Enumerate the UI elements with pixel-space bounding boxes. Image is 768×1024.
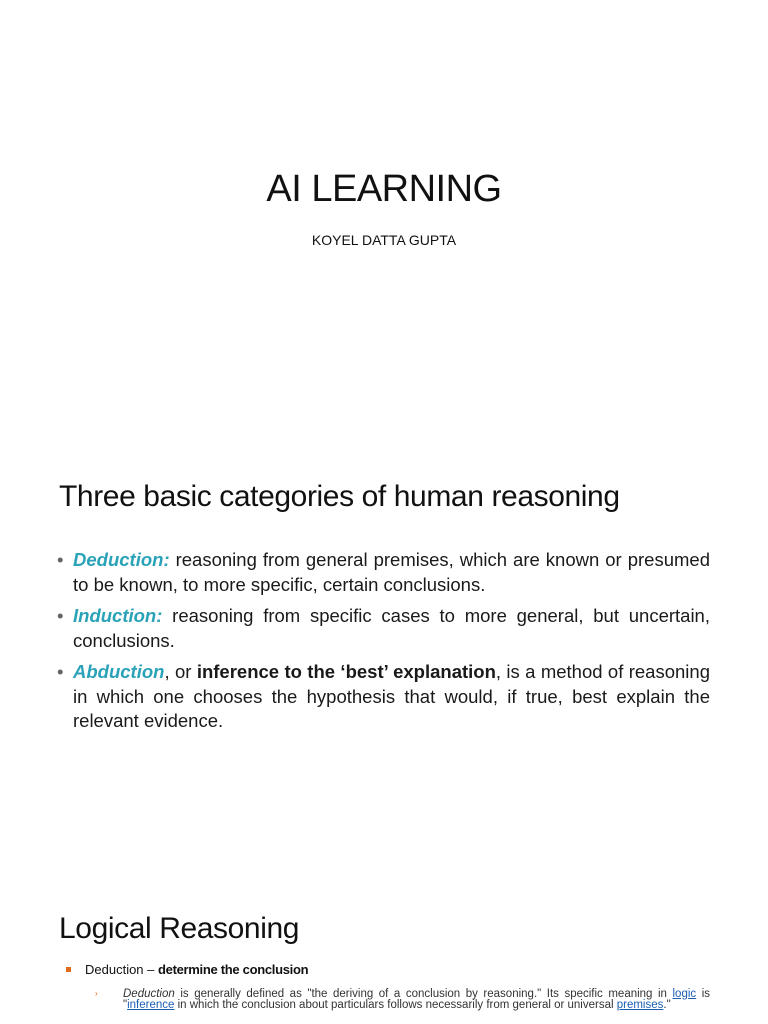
definition-italic: Deduction [123, 988, 175, 1000]
abduction-text-a: , or [164, 661, 197, 682]
presentation-title: AI LEARNING [266, 168, 502, 210]
deduction-item [66, 962, 308, 977]
bullet-dot-icon: • [57, 661, 64, 682]
abduction-emphasis: inference to the ‘best’ explanation [196, 661, 496, 682]
bullet-induction [56, 604, 710, 653]
deduction-definition [95, 989, 710, 1010]
bullet-deduction [56, 548, 710, 597]
deduction-item-emphasis: determine the conclusion [158, 962, 309, 977]
title-slide [0, 0, 768, 384]
term-abduction: Abduction [73, 661, 165, 682]
bullet-list [56, 548, 710, 741]
term-induction: Induction: [73, 605, 163, 626]
bullet-dot-icon: • [57, 549, 64, 570]
link-premises[interactable]: premises [616, 998, 664, 1011]
deduction-definition-text [95, 989, 710, 1010]
link-inference[interactable]: inference [127, 998, 175, 1011]
deduction-text: reasoning from general premises, which are known or presumed to be known, to more specific, certain conclusions. [73, 549, 710, 595]
definition-text-2: is " [123, 988, 711, 1011]
deduction-item-label: Deduction – [85, 962, 158, 977]
bullet-abduction [56, 660, 710, 734]
abduction-text-b: , is a method of reasoning in which one chooses the hypothesis that would, if true, best explain the relevant evidence. [73, 661, 710, 731]
definition-text-3: in which the conclusion about particulars follows necessarily from general or universal [174, 998, 617, 1011]
slide-heading: Logical Reasoning [59, 912, 300, 945]
bullet-dot-icon: • [57, 605, 64, 626]
definition-text-1: is generally defined as "the deriving of a conclusion by reasoning." Its specific meaning in [174, 988, 673, 1000]
author-name: KOYEL DATTA GUPTA [311, 232, 457, 248]
arrow-bullet-icon: › [95, 989, 98, 998]
link-logic[interactable]: logic [672, 988, 697, 1000]
reasoning-categories-slide [0, 440, 768, 860]
slide-heading: Three basic categories of human reasoning [59, 480, 620, 513]
induction-text: reasoning from specific cases to more general, but uncertain, conclusions. [73, 605, 710, 651]
definition-text-4: ." [663, 998, 671, 1011]
term-deduction: Deduction: [73, 549, 170, 570]
logical-reasoning-slide [0, 880, 768, 1024]
square-bullet-icon [66, 967, 71, 972]
